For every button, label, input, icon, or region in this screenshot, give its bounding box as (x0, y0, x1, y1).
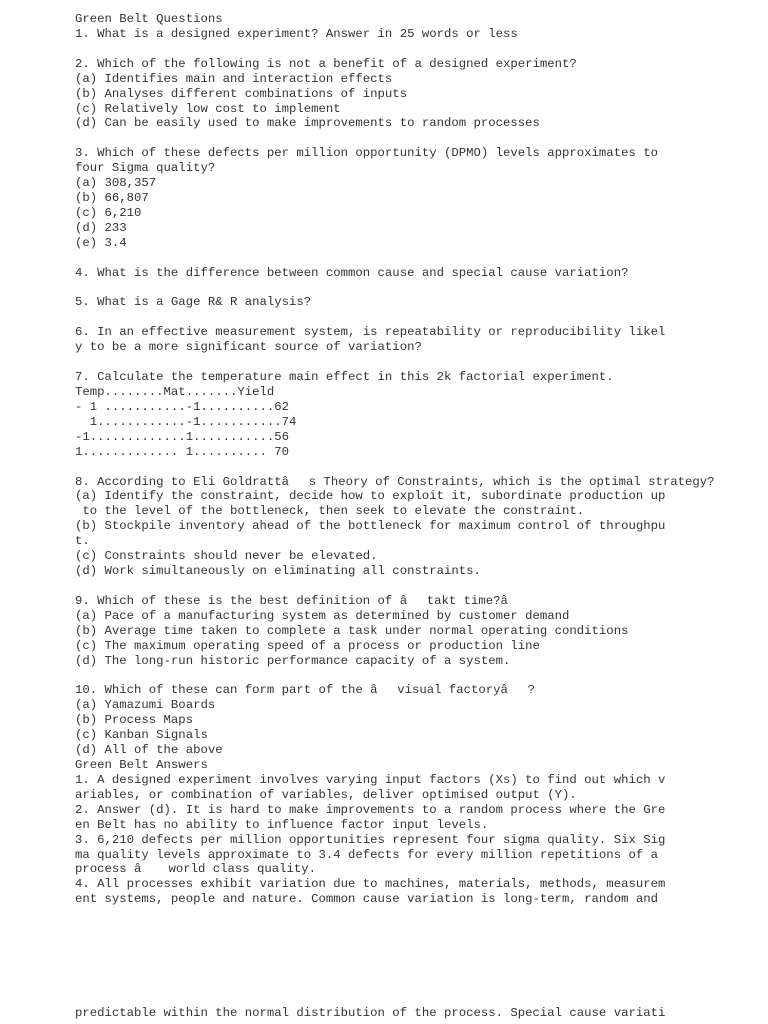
continued-text-line: predictable within the normal distribution of the process. Special cause variati (75, 1006, 666, 1020)
text-line: (b) Average time taken to complete a task under normal operating conditions (75, 623, 629, 638)
text-line: (a) 308,357 (75, 176, 157, 191)
text-line: (a) Identify the constraint, decide how to exploit it, subordinate production up (75, 489, 666, 504)
text-line: (c) Kanban Signals (75, 728, 208, 743)
text-line: Temp........Mat.......Yield (75, 385, 275, 399)
text-line: 3. Which of these defects per million opportunity (DPMO) levels approximates to (75, 146, 658, 161)
text-line: (c) Relatively low cost to implement (75, 101, 341, 116)
text-line: (c) Constraints should never be elevated. (75, 549, 378, 564)
text-line: (b) 66,807 (75, 191, 149, 206)
text-line: (d) Work simultaneously on eliminating all constraints. (75, 564, 481, 579)
text-line: ariables, or combination of variables, deliver optimised output (Y). (75, 787, 577, 802)
text-line: Green Belt Answers (75, 758, 208, 772)
text-line: 7. Calculate the temperature main effect in this 2k factorial experiment. (75, 370, 614, 385)
text-line: 2. Which of the following is not a benefit of a designed experiment? (75, 56, 577, 71)
text-line: - 1 ...........-1..........62 (75, 399, 290, 414)
text-line: 1. What is a designed experiment? Answer in 25 words or less (75, 26, 518, 41)
text-line: process â world class quality. (75, 862, 317, 877)
text-line: 3. 6,210 defects per million opportunities represent four sigma quality. Six Sig (75, 832, 666, 847)
text-line: 6. In an effective measurement system, is repeatability or reproducibility likel (75, 325, 666, 340)
text-line: (d) All of the above (75, 743, 223, 758)
text-line: 1............. 1.......... 70 (75, 444, 290, 459)
text-line: (d) 233 (75, 220, 127, 235)
text-line: (d) Can be easily used to make improvements to random processes (75, 116, 540, 131)
text-line: y to be a more significant source of variation? (75, 340, 422, 355)
text-line: 5. What is a Gage R& R analysis? (75, 295, 312, 310)
text-line: en Belt has no ability to influence factor input levels. (75, 817, 489, 832)
text-line: (b) Stockpile inventory ahead of the bottleneck for maximum control of throughpu (75, 519, 666, 534)
text-line: 8. According to Eli Goldrattâs Theory of Constraints, which is the optimal strategy? (75, 474, 715, 489)
text-line: ent systems, people and nature. Common cause variation is long-term, random and (75, 892, 658, 907)
text-line: 4. What is the difference between common cause and special cause variation? (75, 265, 629, 280)
text-line: (e) 3.4 (75, 235, 127, 250)
text-line: (b) Analyses different combinations of inputs (75, 86, 408, 101)
text-line: 2. Answer (d). It is hard to make improvements to a random process where the Gre (75, 802, 666, 817)
text-line: ma quality levels approximate to 3.4 defects for every million repetitions of a (75, 847, 658, 862)
text-line: Green Belt Questions (75, 12, 223, 26)
text-line: 1. A designed experiment involves varying input factors (Xs) to find out which v (75, 772, 666, 787)
text-line: (c) 6,210 (75, 205, 142, 220)
text-line: 9. Which of these is the best definition of âtakt time?â (75, 593, 528, 608)
text-line: (a) Identifies main and interaction effects (75, 71, 393, 86)
text-line: (a) Pace of a manufacturing system as determined by customer demand (75, 608, 570, 623)
text-line: four Sigma quality? (75, 161, 216, 176)
text-line: (b) Process Maps (75, 713, 194, 728)
text-line: (a) Yamazumi Boards (75, 698, 216, 713)
text-line: 4. All processes exhibit variation due to machines, materials, methods, measurem (75, 877, 666, 892)
text-line: to the level of the bottleneck, then seek to elevate the constraint. (75, 504, 585, 519)
text-line: (d) The long-run historic performance capacity of a system. (75, 653, 511, 668)
text-line: t. (75, 534, 90, 549)
text-line: -1.............1...........56 (75, 429, 290, 444)
text-line: (c) The maximum operating speed of a process or production line (75, 638, 540, 653)
text-line: 1............-1...........74 (75, 414, 297, 429)
text-line: 10. Which of these can form part of the âvisual factoryâ? (75, 683, 535, 698)
